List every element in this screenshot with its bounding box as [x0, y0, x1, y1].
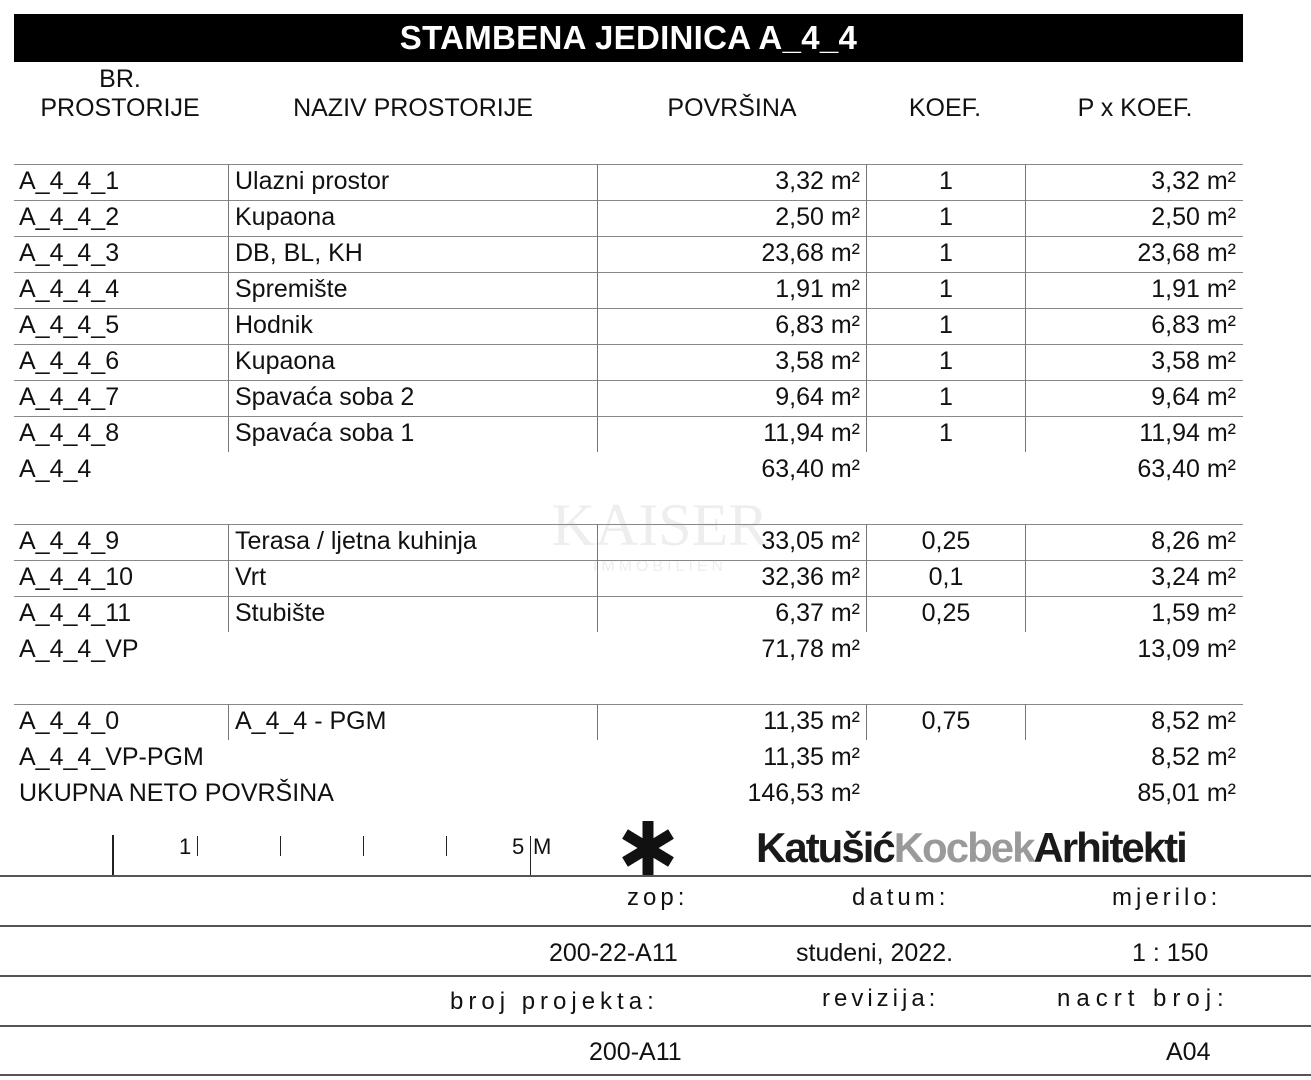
room-id: A_4_4_8	[19, 419, 120, 447]
header-br	[20, 65, 220, 123]
room-name: Spavaća soba 2	[235, 383, 415, 411]
column-divider	[866, 596, 867, 632]
room-koef: 1	[939, 203, 953, 231]
column-divider	[1025, 524, 1026, 560]
table-row	[0, 164, 1311, 200]
header-povrsina: POVRŠINA	[667, 94, 797, 122]
footer-divider-1	[0, 875, 1311, 877]
total-area-koef: 13,09 m²	[1137, 635, 1236, 663]
room-id: A_4_4_9	[19, 527, 120, 555]
column-divider	[228, 380, 229, 416]
column-divider	[228, 272, 229, 308]
column-divider	[597, 200, 598, 236]
room-area-koef: 3,32 m²	[1151, 167, 1236, 195]
scale-tick-3	[363, 836, 364, 856]
total-area: 71,78 m²	[761, 635, 860, 663]
scale-tick-4	[446, 836, 447, 856]
room-koef: 1	[939, 275, 953, 303]
column-divider	[597, 272, 598, 308]
room-area: 33,05 m²	[761, 527, 860, 555]
logo-part-arhitekti: Arhitekti	[1033, 824, 1186, 871]
room-id: A_4_4_10	[19, 563, 134, 591]
room-area-koef: 3,24 m²	[1151, 563, 1236, 591]
footer-divider-3	[0, 975, 1311, 977]
table-row	[0, 380, 1311, 416]
room-area-koef: 23,68 m²	[1137, 239, 1236, 267]
column-divider	[1025, 236, 1026, 272]
room-area-koef: 8,52 m²	[1151, 707, 1236, 735]
room-id: A_4_4_3	[19, 239, 120, 267]
room-name: Terasa / ljetna kuhinja	[235, 527, 477, 555]
column-divider	[866, 236, 867, 272]
column-divider	[1025, 416, 1026, 452]
column-divider	[228, 164, 229, 200]
room-area: 3,58 m²	[775, 347, 860, 375]
total-label: A_4_4_VP	[19, 635, 139, 663]
table-row	[0, 308, 1311, 344]
total-area-koef: 8,52 m²	[1151, 743, 1236, 771]
footer-divider-5	[0, 1074, 1311, 1076]
room-area-koef: 9,64 m²	[1151, 383, 1236, 411]
header-koef: KOEF.	[908, 94, 982, 122]
total-label: A_4_4	[19, 455, 92, 483]
scale-label-unit: M	[533, 834, 552, 859]
table-row	[0, 344, 1311, 380]
header-pxkoef: P x KOEF.	[1077, 94, 1193, 122]
table-row	[0, 272, 1311, 308]
room-id: A_4_4_2	[19, 203, 120, 231]
header-br-line1: BR.	[99, 65, 141, 93]
footer-revizija-label: revizija:	[822, 985, 940, 1012]
scale-label-1: 1	[179, 834, 192, 859]
total-row	[0, 776, 1311, 812]
column-divider	[1025, 596, 1026, 632]
table-row	[0, 596, 1311, 632]
room-name: Ulazni prostor	[235, 167, 390, 195]
room-name: Vrt	[235, 563, 267, 591]
room-area-koef: 3,58 m²	[1151, 347, 1236, 375]
room-id: A_4_4_4	[19, 275, 120, 303]
column-divider	[1025, 164, 1026, 200]
room-area-koef: 6,83 m²	[1151, 311, 1236, 339]
room-area: 6,83 m²	[775, 311, 860, 339]
total-area: 63,40 m²	[761, 455, 860, 483]
column-divider	[228, 524, 229, 560]
total-row	[0, 740, 1311, 776]
column-divider	[228, 308, 229, 344]
room-koef: 1	[939, 383, 953, 411]
room-id: A_4_4_0	[19, 707, 120, 735]
room-area: 11,94 m²	[763, 419, 860, 447]
table-row	[0, 236, 1311, 272]
column-divider	[866, 344, 867, 380]
column-divider	[228, 344, 229, 380]
column-divider	[228, 704, 229, 740]
room-area: 3,32 m²	[775, 167, 860, 195]
room-koef: 1	[939, 239, 953, 267]
room-koef: 1	[939, 167, 953, 195]
table-row	[0, 416, 1311, 452]
room-id: A_4_4_5	[19, 311, 120, 339]
footer-zop-label: zop:	[627, 884, 689, 911]
footer-broj-projekta-label: broj projekta:	[450, 988, 659, 1015]
total-label: UKUPNA NETO POVRŠINA	[19, 779, 334, 807]
room-koef: 1	[939, 419, 953, 447]
column-divider	[228, 236, 229, 272]
column-divider	[597, 596, 598, 632]
footer-broj-projekta-value: 200-A11	[589, 1038, 682, 1066]
column-divider	[228, 560, 229, 596]
scale-label-5: 5	[512, 834, 525, 859]
table-row	[0, 704, 1311, 740]
room-area-koef: 11,94 m²	[1139, 419, 1236, 447]
column-divider	[228, 416, 229, 452]
column-divider	[866, 380, 867, 416]
column-divider	[1025, 272, 1026, 308]
column-divider	[866, 416, 867, 452]
column-divider	[228, 200, 229, 236]
room-area: 23,68 m²	[761, 239, 860, 267]
column-divider	[597, 704, 598, 740]
room-name: DB, BL, KH	[235, 239, 363, 267]
footer-mjerilo-label: mjerilo:	[1112, 884, 1222, 911]
footer-zop-value: 200-22-A11	[549, 939, 678, 967]
total-label: A_4_4_VP-PGM	[19, 743, 204, 771]
watermark-sub: IMMOBILIEN	[592, 558, 728, 575]
column-divider	[866, 272, 867, 308]
room-name: Spavaća soba 1	[235, 419, 415, 447]
footer-nacrt-value: A04	[1166, 1038, 1211, 1066]
column-divider	[866, 704, 867, 740]
room-area: 9,64 m²	[775, 383, 860, 411]
total-area: 11,35 m²	[763, 743, 860, 771]
room-koef: 0,1	[928, 563, 964, 591]
room-koef: 0,25	[921, 527, 971, 555]
room-area: 6,37 m²	[775, 599, 860, 627]
table-row	[0, 200, 1311, 236]
room-id: A_4_4_7	[19, 383, 120, 411]
footer-divider-4	[0, 1025, 1311, 1027]
column-divider	[597, 344, 598, 380]
room-name: A_4_4 - PGM	[235, 707, 387, 735]
footer-mjerilo-value: 1 : 150	[1132, 939, 1209, 967]
total-row	[0, 452, 1311, 488]
column-divider	[597, 416, 598, 452]
room-koef: 1	[939, 311, 953, 339]
room-area-koef: 1,59 m²	[1151, 599, 1236, 627]
column-divider	[597, 308, 598, 344]
room-id: A_4_4_1	[19, 167, 120, 195]
room-area: 11,35 m²	[763, 707, 860, 735]
room-area: 32,36 m²	[761, 563, 860, 591]
company-logo	[756, 824, 1186, 872]
column-divider	[1025, 380, 1026, 416]
room-area-koef: 8,26 m²	[1151, 527, 1236, 555]
room-name: Spremište	[235, 275, 348, 303]
logo-part-katusic: Katušić	[756, 824, 894, 871]
scale-tick-5	[530, 836, 531, 876]
column-divider	[866, 560, 867, 596]
room-area-koef: 2,50 m²	[1151, 203, 1236, 231]
page-title: STAMBENA JEDINICA A_4_4	[14, 14, 1243, 62]
column-divider	[597, 236, 598, 272]
total-row	[0, 632, 1311, 668]
room-name: Kupaona	[235, 347, 336, 375]
total-area-koef: 85,01 m²	[1137, 779, 1236, 807]
column-divider	[866, 200, 867, 236]
room-area: 1,91 m²	[775, 275, 860, 303]
scale-tick-0	[112, 835, 114, 875]
header-naziv: NAZIV PROSTORIJE	[293, 94, 533, 122]
footer-datum-value: studeni, 2022.	[796, 939, 954, 967]
room-area: 2,50 m²	[775, 203, 860, 231]
column-divider	[1025, 308, 1026, 344]
footer-divider-2	[0, 925, 1311, 927]
room-koef: 0,75	[921, 707, 971, 735]
header-br-line2: PROSTORIJE	[40, 94, 200, 122]
room-area-koef: 1,91 m²	[1151, 275, 1236, 303]
column-divider	[1025, 200, 1026, 236]
column-divider	[1025, 704, 1026, 740]
total-area: 146,53 m²	[747, 779, 860, 807]
scale-tick-2	[280, 836, 281, 856]
room-koef: 0,25	[921, 599, 971, 627]
column-divider	[866, 524, 867, 560]
room-name: Kupaona	[235, 203, 336, 231]
room-id: A_4_4_6	[19, 347, 120, 375]
logo-part-kocbek: Kocbek	[893, 824, 1034, 871]
column-divider	[597, 380, 598, 416]
column-divider	[866, 164, 867, 200]
room-name: Hodnik	[235, 311, 313, 339]
column-divider	[597, 164, 598, 200]
total-area-koef: 63,40 m²	[1137, 455, 1236, 483]
watermark	[540, 492, 780, 590]
column-divider	[228, 596, 229, 632]
scale-tick-1	[197, 836, 198, 856]
footer-nacrt-label: nacrt broj:	[1057, 985, 1230, 1012]
room-name: Stubište	[235, 599, 326, 627]
footer-datum-label: datum:	[852, 884, 950, 911]
asterisk-icon	[618, 818, 678, 878]
watermark-main: KAISER	[551, 492, 769, 558]
column-divider	[866, 308, 867, 344]
column-divider	[1025, 344, 1026, 380]
column-divider	[1025, 560, 1026, 596]
room-koef: 1	[939, 347, 953, 375]
room-id: A_4_4_11	[19, 599, 132, 627]
